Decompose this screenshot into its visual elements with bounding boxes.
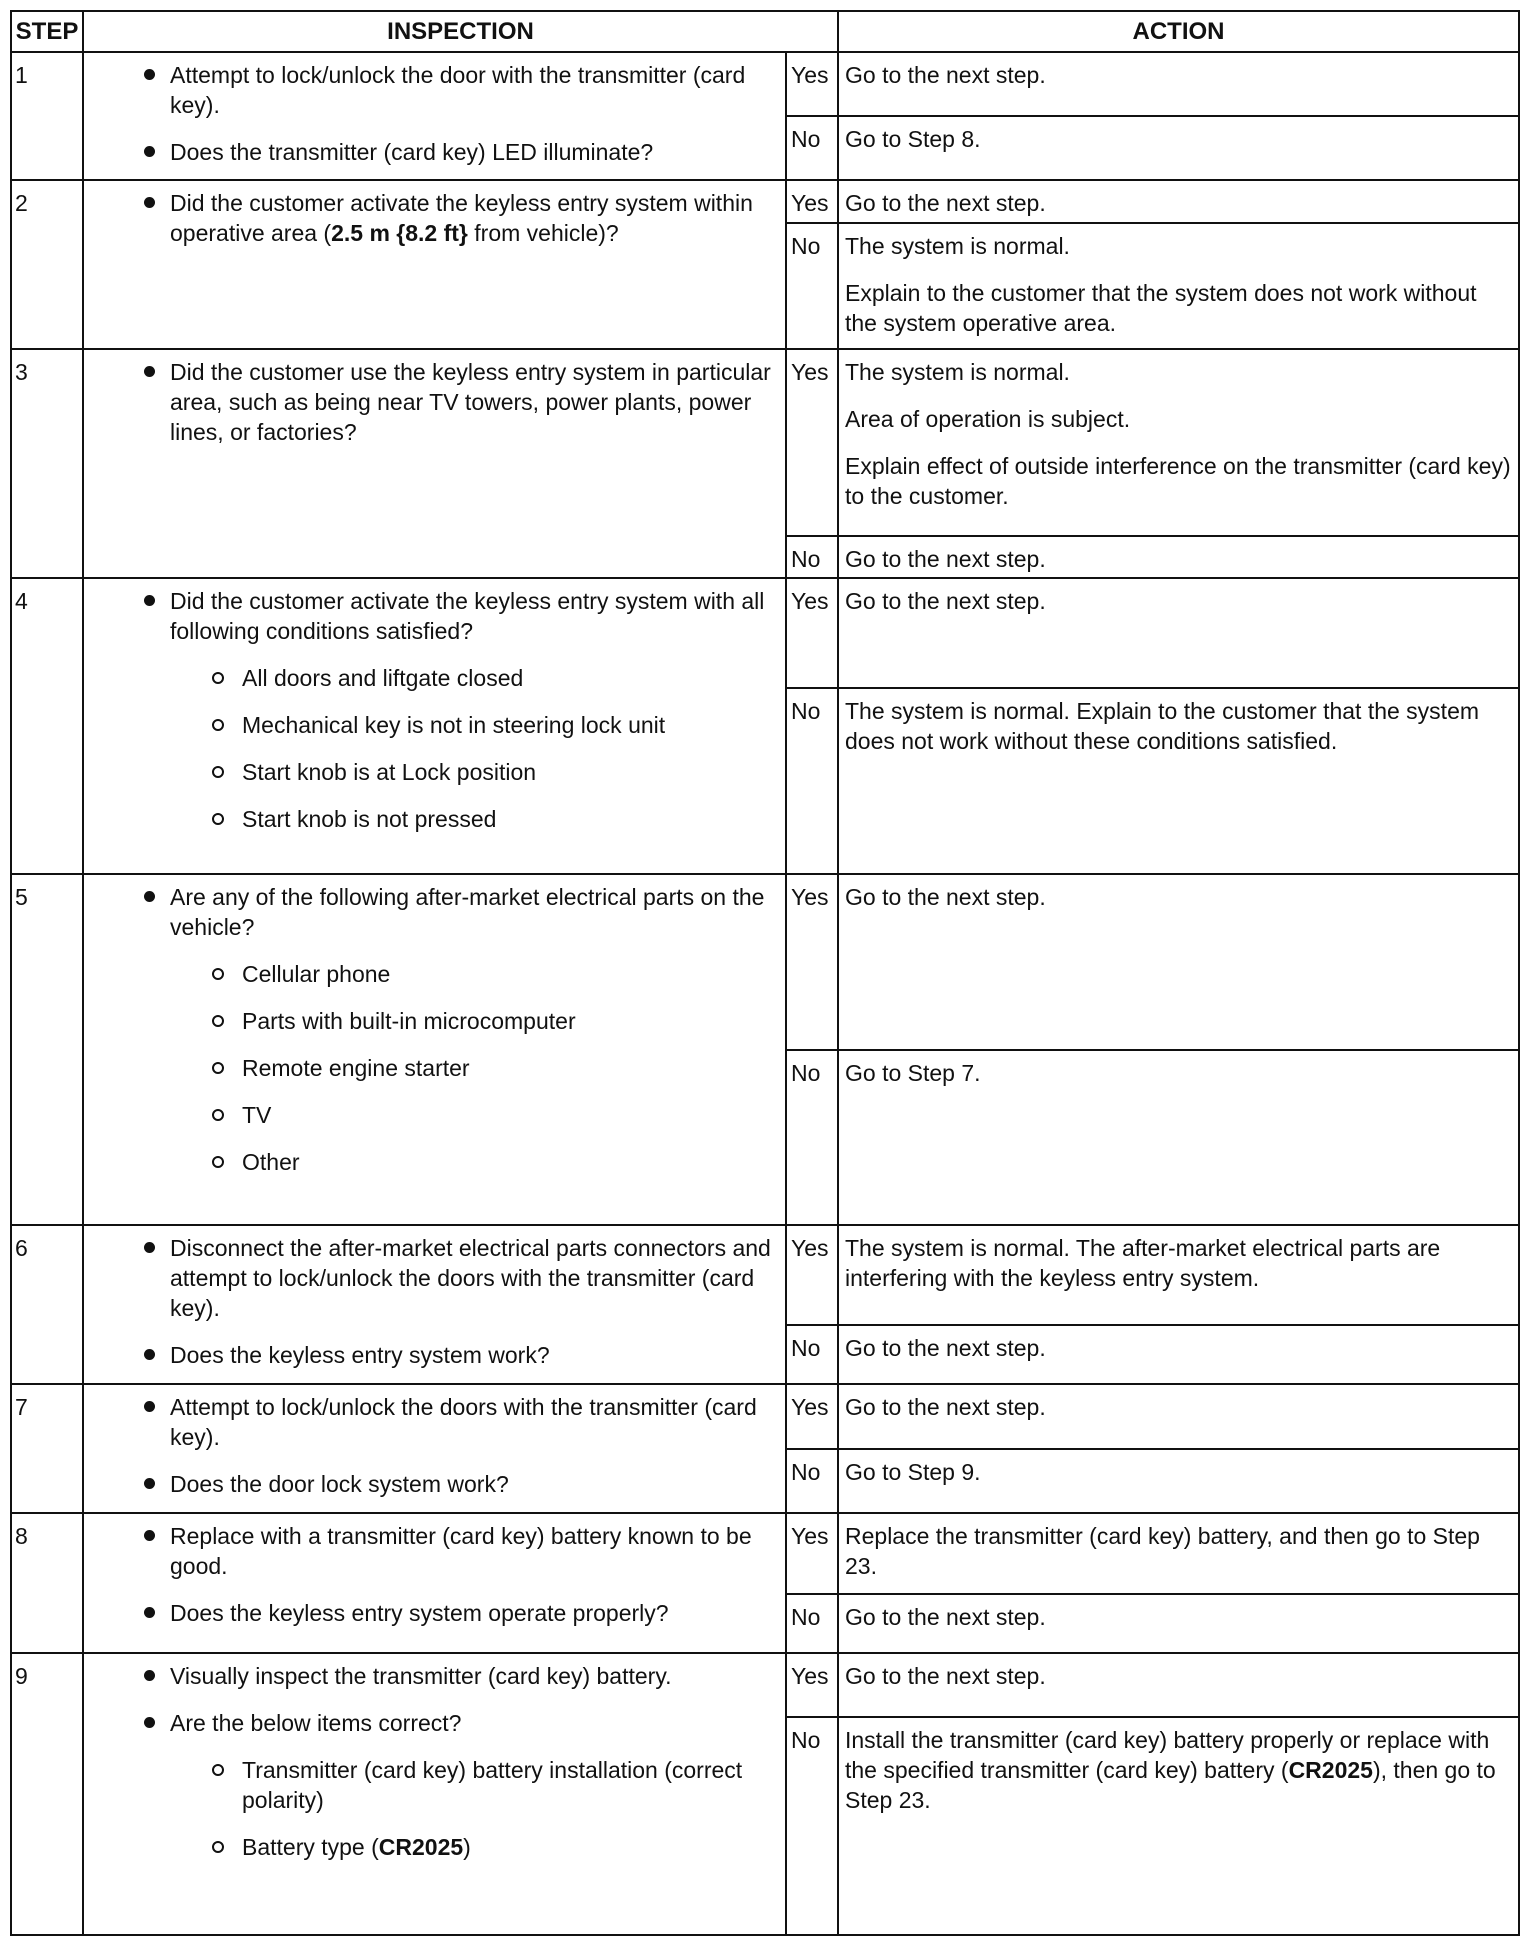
inspection-item: [90, 1340, 779, 1370]
inspection-item: [90, 586, 779, 834]
inspection-list: [90, 882, 779, 1177]
inspection-cell: [83, 578, 786, 874]
action-paragraph-text: The system is normal.: [845, 233, 1070, 259]
yes-action-cell: [838, 1653, 1519, 1717]
yes-label: Yes: [791, 359, 829, 385]
yes-action-cell: [838, 52, 1519, 116]
inspection-item-text: Did the customer activate the keyless entry system with all following conditions satisfied?: [170, 588, 765, 644]
yes-label-cell: [786, 1513, 838, 1594]
action-paragraph: [845, 278, 1512, 338]
yes-label-cell: [786, 52, 838, 116]
no-label-cell: [786, 1717, 838, 1935]
inspection-item-text: Does the transmitter (card key) LED illuminate?: [170, 139, 654, 165]
inspection-item-text: Did the customer activate the keyless entry system within operative area (: [170, 190, 753, 246]
yes-label-cell: [786, 874, 838, 1050]
condition-item-text: Transmitter (card key) battery installation (correct polarity): [242, 1757, 743, 1813]
yes-action-cell: [838, 1513, 1519, 1594]
action-paragraph-text: Go to the next step.: [845, 1663, 1046, 1689]
step-number: 6: [15, 1235, 28, 1261]
no-label: No: [791, 1060, 821, 1086]
step-row-yes: [11, 1384, 1519, 1449]
action-paragraph: [845, 124, 1512, 154]
action-paragraph: [845, 188, 1512, 218]
table-body: [11, 52, 1519, 1935]
step-row-yes: [11, 1653, 1519, 1717]
yes-label: Yes: [791, 1394, 829, 1420]
step-row-yes: [11, 180, 1519, 223]
inspection-cell: [83, 874, 786, 1225]
inspection-item: [90, 882, 779, 1177]
inspection-item-text: Attempt to lock/unlock the door with the transmitter (card key).: [170, 62, 746, 118]
step-number-cell: [11, 578, 83, 874]
step-row-yes: [11, 52, 1519, 116]
no-label-cell: [786, 1449, 838, 1513]
action-paragraph-text: Install the transmitter (card key) battery properly or replace with the specified transmitter (card key) battery (: [845, 1727, 1490, 1783]
step-number: 3: [15, 359, 28, 385]
header-inspection: INSPECTION: [83, 11, 838, 52]
no-label-cell: [786, 1050, 838, 1225]
no-label-cell: [786, 116, 838, 180]
inspection-list: [90, 60, 779, 167]
condition-item: [166, 804, 779, 834]
yes-action-cell: [838, 180, 1519, 223]
inspection-item: [90, 1661, 779, 1691]
step-number: 8: [15, 1523, 28, 1549]
yes-label-cell: [786, 578, 838, 688]
header-action: ACTION: [838, 11, 1519, 52]
condition-item: [166, 710, 779, 740]
inspection-list: [90, 1392, 779, 1499]
step-row-yes: [11, 578, 1519, 688]
action-paragraph: [845, 1602, 1512, 1632]
inspection-item-text: Replace with a transmitter (card key) battery known to be good.: [170, 1523, 752, 1579]
no-label: No: [791, 1604, 821, 1630]
condition-item: [166, 757, 779, 787]
yes-action-cell: [838, 1384, 1519, 1449]
inspection-item-text: Disconnect the after-market electrical parts connectors and attempt to lock/unlock the doors with the transmitter (card key).: [170, 1235, 771, 1321]
no-action-cell: [838, 1325, 1519, 1384]
inspection-item-text: Are the below items correct?: [170, 1710, 462, 1736]
no-label: No: [791, 1727, 821, 1753]
condition-item: [166, 1053, 779, 1083]
inspection-item: [90, 1708, 779, 1862]
inspection-cell: [83, 1513, 786, 1653]
condition-item-text: Cellular phone: [242, 961, 391, 987]
condition-item: [166, 1100, 779, 1130]
step-number: 1: [15, 62, 28, 88]
action-paragraph-bold-value: CR2025: [1288, 1757, 1373, 1783]
action-paragraph: [845, 1457, 1512, 1487]
action-paragraph: [845, 451, 1512, 511]
no-action-cell: [838, 688, 1519, 874]
condition-list: [170, 1755, 779, 1862]
no-label: No: [791, 1459, 821, 1485]
action-paragraph-text: Go to the next step.: [845, 190, 1046, 216]
yes-label-cell: [786, 1225, 838, 1325]
action-paragraph-text: Area of operation is subject.: [845, 406, 1131, 432]
yes-label-cell: [786, 180, 838, 223]
no-action-cell: [838, 223, 1519, 349]
inspection-item: [90, 1598, 779, 1628]
condition-item-text: Mechanical key is not in steering lock unit: [242, 712, 666, 738]
action-paragraph-text: Go to the next step.: [845, 546, 1046, 572]
yes-action-cell: [838, 349, 1519, 536]
action-paragraph: [845, 1521, 1512, 1581]
action-paragraph: [845, 357, 1512, 387]
yes-action-cell: [838, 1225, 1519, 1325]
inspection-item-text: Visually inspect the transmitter (card key) battery.: [170, 1663, 672, 1689]
no-action-cell: [838, 1594, 1519, 1653]
action-paragraph-text: Go to the next step.: [845, 1335, 1046, 1361]
step-number-cell: [11, 1513, 83, 1653]
step-number: 7: [15, 1394, 28, 1420]
action-paragraph: [845, 1333, 1512, 1363]
inspection-item-text: Are any of the following after-market electrical parts on the vehicle?: [170, 884, 765, 940]
inspection-list: [90, 586, 779, 834]
condition-item-bold-value: CR2025: [378, 1834, 464, 1860]
action-paragraph: [845, 1392, 1512, 1422]
inspection-list: [90, 188, 779, 248]
yes-label: Yes: [791, 884, 829, 910]
inspection-item-text: Does the door lock system work?: [170, 1471, 509, 1497]
action-paragraph: [845, 60, 1512, 90]
step-number-cell: [11, 1653, 83, 1935]
inspection-item: [90, 1469, 779, 1499]
condition-list: [170, 663, 779, 834]
step-number: 2: [15, 190, 28, 216]
step-row-yes: [11, 349, 1519, 536]
condition-item: [166, 959, 779, 989]
action-paragraph: [845, 1661, 1512, 1691]
action-paragraph: [845, 586, 1512, 616]
no-label-cell: [786, 536, 838, 578]
step-number: 4: [15, 588, 28, 614]
inspection-item-text: Does the keyless entry system work?: [170, 1342, 550, 1368]
inspection-list: [90, 1233, 779, 1370]
table-header-row: [11, 11, 1519, 52]
no-label-cell: [786, 1325, 838, 1384]
condition-item: [166, 1147, 779, 1177]
step-number-cell: [11, 874, 83, 1225]
action-paragraph: [845, 404, 1512, 434]
yes-label: Yes: [791, 190, 829, 216]
condition-item-text: Parts with built-in microcomputer: [242, 1008, 576, 1034]
action-paragraph: [845, 1058, 1512, 1088]
yes-label: Yes: [791, 1523, 829, 1549]
action-paragraph-text: The system is normal. The after-market electrical parts are interfering with the keyless entry system.: [845, 1235, 1441, 1291]
action-paragraph: [845, 882, 1512, 912]
inspection-cell: [83, 1384, 786, 1513]
action-paragraph-text: The system is normal.: [845, 359, 1070, 385]
step-number-cell: [11, 1225, 83, 1384]
yes-label: Yes: [791, 1235, 829, 1261]
condition-item-text: TV: [242, 1102, 272, 1128]
yes-action-cell: [838, 578, 1519, 688]
inspection-list: [90, 357, 779, 447]
inspection-item: [90, 188, 779, 248]
action-paragraph-text: Go to Step 8.: [845, 126, 981, 152]
no-label: No: [791, 126, 821, 152]
inspection-cell: [83, 52, 786, 180]
action-paragraph: [845, 1725, 1512, 1815]
yes-label-cell: [786, 349, 838, 536]
no-label-cell: [786, 1594, 838, 1653]
action-paragraph-text: The system is normal. Explain to the customer that the system does not work without these conditions satisfied.: [845, 698, 1480, 754]
inspection-item-text: Does the keyless entry system operate properly?: [170, 1600, 669, 1626]
condition-item: [166, 1832, 779, 1862]
inspection-list: [90, 1521, 779, 1628]
no-action-cell: [838, 116, 1519, 180]
inspection-item: [90, 1392, 779, 1452]
step-row-yes: [11, 1513, 1519, 1594]
action-paragraph-text: Go to the next step.: [845, 884, 1046, 910]
condition-list: [170, 959, 779, 1177]
no-action-cell: [838, 1717, 1519, 1935]
yes-action-cell: [838, 874, 1519, 1050]
step-number-cell: [11, 180, 83, 349]
yes-label-cell: [786, 1384, 838, 1449]
condition-item-text: Start knob is at Lock position: [242, 759, 537, 785]
no-label: No: [791, 546, 821, 572]
no-label-cell: [786, 688, 838, 874]
no-label-cell: [786, 223, 838, 349]
step-number: 9: [15, 1663, 28, 1689]
condition-item-text: Start knob is not pressed: [242, 806, 497, 832]
step-number-cell: [11, 349, 83, 578]
no-action-cell: [838, 1050, 1519, 1225]
inspection-item-text: Attempt to lock/unlock the doors with the transmitter (card key).: [170, 1394, 757, 1450]
action-paragraph: [845, 696, 1512, 756]
action-paragraph: [845, 231, 1512, 261]
yes-label: Yes: [791, 1663, 829, 1689]
action-paragraph-text: Go to the next step.: [845, 1394, 1046, 1420]
yes-label-cell: [786, 1653, 838, 1717]
step-row-yes: [11, 874, 1519, 1050]
no-label: No: [791, 698, 821, 724]
action-paragraph-text: Go to Step 7.: [845, 1060, 981, 1086]
inspection-item: [90, 137, 779, 167]
no-label: No: [791, 1335, 821, 1361]
action-paragraph: [845, 1233, 1512, 1293]
diagnostic-table: [10, 10, 1520, 1936]
inspection-item: [90, 60, 779, 120]
condition-item-text: Other: [242, 1149, 300, 1175]
action-paragraph-text: Explain effect of outside interference on the transmitter (card key) to the customer.: [845, 453, 1511, 509]
action-paragraph-text: Replace the transmitter (card key) battery, and then go to Step 23.: [845, 1523, 1480, 1579]
inspection-item-bold-value: 2.5 m {8.2 ft}: [331, 220, 468, 246]
inspection-item: [90, 1233, 779, 1323]
condition-item: [166, 1006, 779, 1036]
step-number-cell: [11, 52, 83, 180]
no-label: No: [791, 233, 821, 259]
action-paragraph-text-tail: ), then go to Step 23.: [845, 1757, 1496, 1813]
step-number: 5: [15, 884, 28, 910]
condition-item-text: All doors and liftgate closed: [242, 665, 524, 691]
step-number-cell: [11, 1384, 83, 1513]
inspection-item: [90, 1521, 779, 1581]
action-paragraph-text: Explain to the customer that the system does not work without the system operative area.: [845, 280, 1477, 336]
condition-item: [166, 663, 779, 693]
step-row-yes: [11, 1225, 1519, 1325]
action-paragraph-text: Go to the next step.: [845, 588, 1046, 614]
yes-label: Yes: [791, 62, 829, 88]
action-paragraph-text: Go to the next step.: [845, 1604, 1046, 1630]
inspection-item-text: Did the customer use the keyless entry system in particular area, such as being near TV towers, power plants, power lines, or factories?: [170, 359, 771, 445]
no-action-cell: [838, 536, 1519, 578]
inspection-cell: [83, 349, 786, 578]
no-action-cell: [838, 1449, 1519, 1513]
condition-item-text-tail: ): [463, 1834, 471, 1860]
inspection-cell: [83, 180, 786, 349]
yes-label: Yes: [791, 588, 829, 614]
action-paragraph-text: Go to the next step.: [845, 62, 1046, 88]
diagnostic-procedure-page: [10, 10, 1518, 1864]
header-step: STEP: [11, 11, 83, 52]
inspection-cell: [83, 1225, 786, 1384]
inspection-item-text-tail: from vehicle)?: [467, 220, 619, 246]
action-paragraph-text: Go to Step 9.: [845, 1459, 981, 1485]
action-paragraph: [845, 544, 1512, 574]
condition-item: [166, 1755, 779, 1815]
inspection-list: [90, 1661, 779, 1862]
condition-item-text: Remote engine starter: [242, 1055, 470, 1081]
condition-item-text: Battery type (: [242, 1834, 379, 1860]
inspection-item: [90, 357, 779, 447]
inspection-cell: [83, 1653, 786, 1935]
